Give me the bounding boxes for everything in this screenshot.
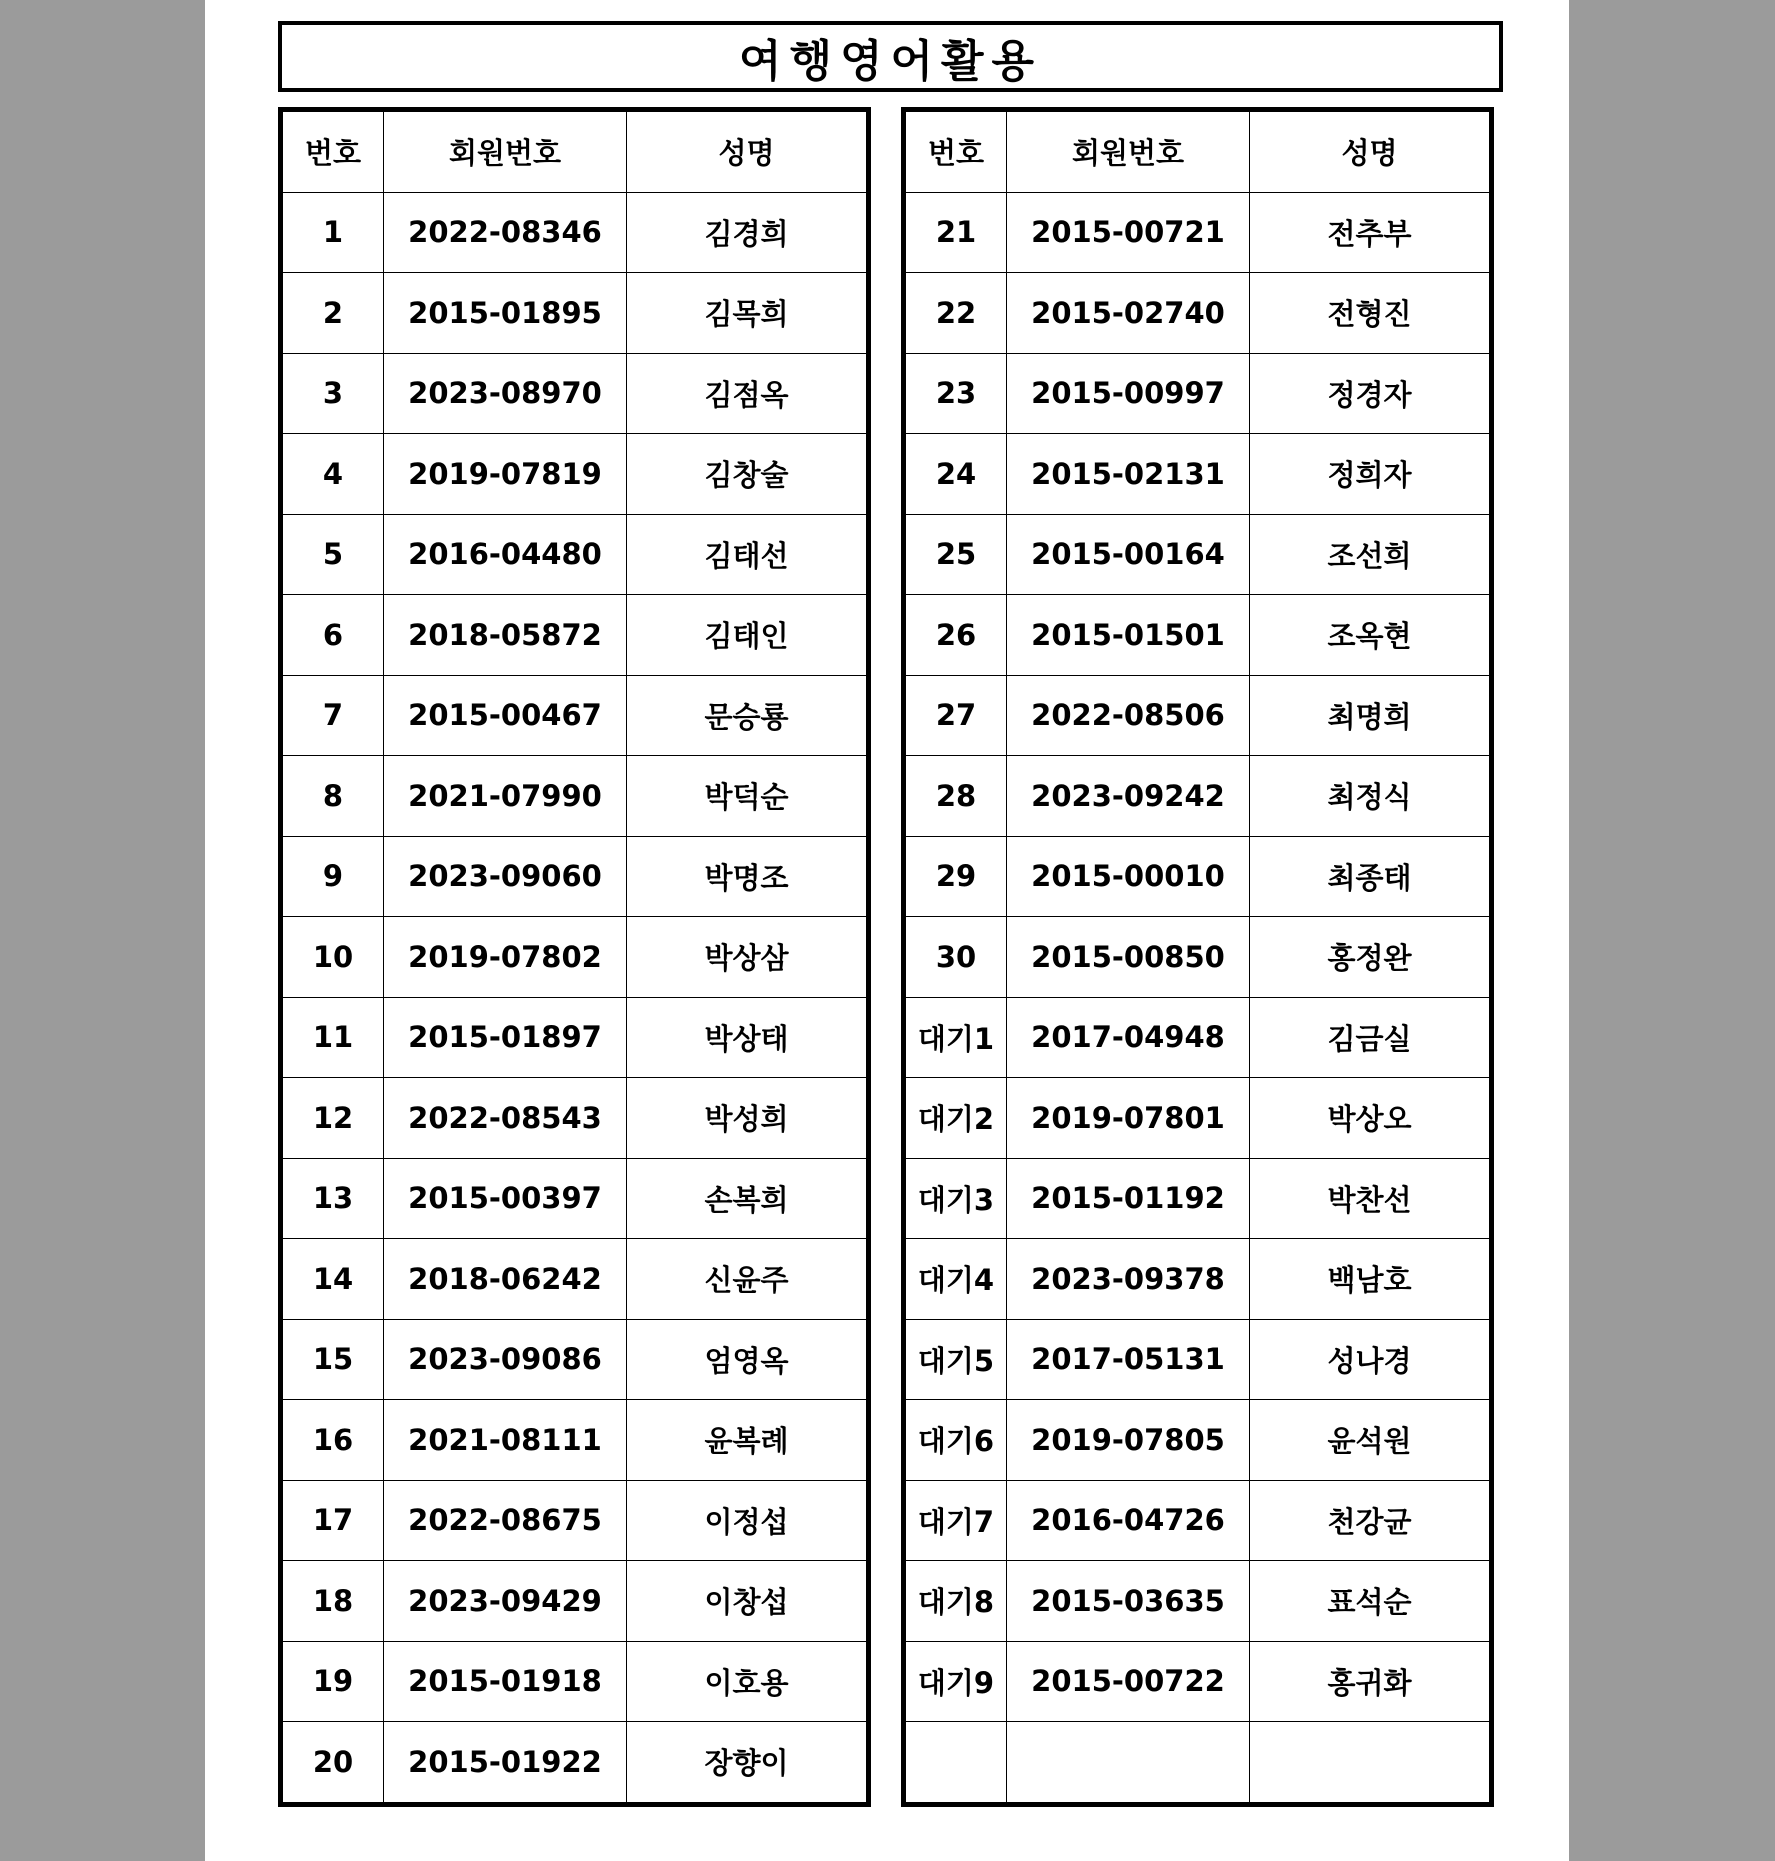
header-number: 번호 bbox=[281, 110, 384, 193]
row-number-cell: 29 bbox=[904, 836, 1007, 917]
table-row bbox=[904, 1239, 1492, 1320]
table-row bbox=[281, 514, 869, 595]
table-row bbox=[281, 675, 869, 756]
row-number-cell: 27 bbox=[904, 675, 1007, 756]
member-id-cell: 2022-08346 bbox=[384, 192, 627, 273]
member-name-cell: 엄영옥 bbox=[627, 1319, 869, 1400]
member-name-cell: 김점옥 bbox=[627, 353, 869, 434]
member-name-cell: 전형진 bbox=[1250, 273, 1492, 354]
table-row bbox=[904, 1480, 1492, 1561]
member-name-cell bbox=[1250, 1722, 1492, 1805]
member-name-cell: 최정식 bbox=[1250, 756, 1492, 837]
member-id-cell: 2023-09242 bbox=[1007, 756, 1250, 837]
row-number-cell: 대기3 bbox=[904, 1158, 1007, 1239]
row-number-cell: 6 bbox=[281, 595, 384, 676]
member-name-cell: 김목희 bbox=[627, 273, 869, 354]
table-row bbox=[904, 353, 1492, 434]
header-name: 성명 bbox=[1250, 110, 1492, 193]
member-name-cell: 손복희 bbox=[627, 1158, 869, 1239]
table-row bbox=[281, 1480, 869, 1561]
member-id-cell: 2015-01918 bbox=[384, 1641, 627, 1722]
roster-table-right bbox=[901, 107, 1494, 1807]
document-title: 여행영어활용 bbox=[278, 21, 1503, 92]
member-id-cell: 2015-00164 bbox=[1007, 514, 1250, 595]
table-row bbox=[904, 675, 1492, 756]
row-number-cell: 11 bbox=[281, 997, 384, 1078]
row-number-cell: 28 bbox=[904, 756, 1007, 837]
member-id-cell: 2015-02131 bbox=[1007, 434, 1250, 515]
table-row bbox=[904, 756, 1492, 837]
table-row bbox=[904, 1641, 1492, 1722]
table-row bbox=[281, 1400, 869, 1481]
member-name-cell: 김창술 bbox=[627, 434, 869, 515]
table-row bbox=[281, 1641, 869, 1722]
document-page bbox=[205, 0, 1569, 1861]
member-id-cell: 2021-08111 bbox=[384, 1400, 627, 1481]
row-number-cell: 22 bbox=[904, 273, 1007, 354]
member-name-cell: 문승룡 bbox=[627, 675, 869, 756]
row-number-cell: 14 bbox=[281, 1239, 384, 1320]
member-name-cell: 이창섭 bbox=[627, 1561, 869, 1642]
member-name-cell: 최명희 bbox=[1250, 675, 1492, 756]
table-row bbox=[904, 273, 1492, 354]
member-id-cell: 2019-07805 bbox=[1007, 1400, 1250, 1481]
member-name-cell: 신윤주 bbox=[627, 1239, 869, 1320]
row-number-cell: 대기4 bbox=[904, 1239, 1007, 1320]
member-id-cell: 2018-06242 bbox=[384, 1239, 627, 1320]
table-row bbox=[904, 917, 1492, 998]
row-number-cell: 30 bbox=[904, 917, 1007, 998]
table-row bbox=[281, 353, 869, 434]
member-name-cell: 조선희 bbox=[1250, 514, 1492, 595]
member-id-cell: 2022-08506 bbox=[1007, 675, 1250, 756]
member-id-cell: 2015-01192 bbox=[1007, 1158, 1250, 1239]
member-name-cell: 윤복례 bbox=[627, 1400, 869, 1481]
table-row bbox=[904, 1319, 1492, 1400]
table-row bbox=[904, 434, 1492, 515]
header-name: 성명 bbox=[627, 110, 869, 193]
table-row bbox=[281, 273, 869, 354]
table-row bbox=[281, 917, 869, 998]
member-id-cell: 2018-05872 bbox=[384, 595, 627, 676]
member-name-cell: 이호용 bbox=[627, 1641, 869, 1722]
member-name-cell: 박상오 bbox=[1250, 1078, 1492, 1159]
roster-table-left bbox=[278, 107, 871, 1807]
table-row bbox=[904, 1078, 1492, 1159]
row-number-cell: 대기1 bbox=[904, 997, 1007, 1078]
member-name-cell: 박찬선 bbox=[1250, 1158, 1492, 1239]
member-name-cell: 박덕순 bbox=[627, 756, 869, 837]
member-id-cell: 2015-00997 bbox=[1007, 353, 1250, 434]
member-name-cell: 이정섭 bbox=[627, 1480, 869, 1561]
member-name-cell: 김태선 bbox=[627, 514, 869, 595]
row-number-cell: 13 bbox=[281, 1158, 384, 1239]
member-name-cell: 정경자 bbox=[1250, 353, 1492, 434]
member-name-cell: 장향이 bbox=[627, 1722, 869, 1805]
member-name-cell: 김경희 bbox=[627, 192, 869, 273]
row-number-cell: 대기9 bbox=[904, 1641, 1007, 1722]
member-id-cell: 2015-01897 bbox=[384, 997, 627, 1078]
header-number: 번호 bbox=[904, 110, 1007, 193]
member-name-cell: 박상태 bbox=[627, 997, 869, 1078]
row-number-cell: 15 bbox=[281, 1319, 384, 1400]
row-number-cell: 2 bbox=[281, 273, 384, 354]
member-id-cell: 2023-08970 bbox=[384, 353, 627, 434]
table-row bbox=[904, 1158, 1492, 1239]
row-number-cell: 16 bbox=[281, 1400, 384, 1481]
table-row bbox=[904, 595, 1492, 676]
row-number-cell bbox=[904, 1722, 1007, 1805]
row-number-cell: 대기5 bbox=[904, 1319, 1007, 1400]
table-row bbox=[904, 514, 1492, 595]
table-row bbox=[281, 836, 869, 917]
row-number-cell: 26 bbox=[904, 595, 1007, 676]
member-id-cell: 2017-05131 bbox=[1007, 1319, 1250, 1400]
row-number-cell: 8 bbox=[281, 756, 384, 837]
member-name-cell: 김금실 bbox=[1250, 997, 1492, 1078]
row-number-cell: 20 bbox=[281, 1722, 384, 1805]
member-name-cell: 표석순 bbox=[1250, 1561, 1492, 1642]
member-name-cell: 홍정완 bbox=[1250, 917, 1492, 998]
member-id-cell: 2015-01501 bbox=[1007, 595, 1250, 676]
member-id-cell: 2015-03635 bbox=[1007, 1561, 1250, 1642]
member-id-cell: 2015-02740 bbox=[1007, 273, 1250, 354]
table-row bbox=[904, 192, 1492, 273]
table-row bbox=[281, 1158, 869, 1239]
member-id-cell: 2015-01922 bbox=[384, 1722, 627, 1805]
row-number-cell: 대기8 bbox=[904, 1561, 1007, 1642]
member-id-cell: 2015-00850 bbox=[1007, 917, 1250, 998]
table-row bbox=[281, 1239, 869, 1320]
table-row bbox=[904, 836, 1492, 917]
member-id-cell: 2019-07802 bbox=[384, 917, 627, 998]
row-number-cell: 1 bbox=[281, 192, 384, 273]
table-row bbox=[281, 192, 869, 273]
header-member-id: 회원번호 bbox=[384, 110, 627, 193]
member-name-cell: 천강균 bbox=[1250, 1480, 1492, 1561]
member-id-cell: 2021-07990 bbox=[384, 756, 627, 837]
table-row bbox=[281, 434, 869, 515]
member-id-cell: 2022-08543 bbox=[384, 1078, 627, 1159]
row-number-cell: 17 bbox=[281, 1480, 384, 1561]
table-row bbox=[904, 1561, 1492, 1642]
table-row bbox=[904, 1400, 1492, 1481]
table-row bbox=[281, 997, 869, 1078]
row-number-cell: 대기7 bbox=[904, 1480, 1007, 1561]
table-header-row bbox=[281, 110, 869, 193]
member-id-cell: 2023-09086 bbox=[384, 1319, 627, 1400]
row-number-cell: 3 bbox=[281, 353, 384, 434]
member-id-cell: 2015-00397 bbox=[384, 1158, 627, 1239]
row-number-cell: 25 bbox=[904, 514, 1007, 595]
row-number-cell: 대기6 bbox=[904, 1400, 1007, 1481]
member-name-cell: 윤석원 bbox=[1250, 1400, 1492, 1481]
member-name-cell: 성나경 bbox=[1250, 1319, 1492, 1400]
row-number-cell: 12 bbox=[281, 1078, 384, 1159]
table-row bbox=[281, 1319, 869, 1400]
table-row bbox=[904, 1722, 1492, 1805]
member-id-cell: 2015-00467 bbox=[384, 675, 627, 756]
member-id-cell: 2016-04726 bbox=[1007, 1480, 1250, 1561]
member-name-cell: 조옥현 bbox=[1250, 595, 1492, 676]
row-number-cell: 19 bbox=[281, 1641, 384, 1722]
roster-body-right bbox=[904, 192, 1492, 1804]
member-name-cell: 김태인 bbox=[627, 595, 869, 676]
member-id-cell: 2023-09378 bbox=[1007, 1239, 1250, 1320]
row-number-cell: 18 bbox=[281, 1561, 384, 1642]
table-row bbox=[281, 1078, 869, 1159]
member-name-cell: 정희자 bbox=[1250, 434, 1492, 515]
member-id-cell: 2023-09060 bbox=[384, 836, 627, 917]
row-number-cell: 10 bbox=[281, 917, 384, 998]
row-number-cell: 대기2 bbox=[904, 1078, 1007, 1159]
member-name-cell: 박성희 bbox=[627, 1078, 869, 1159]
member-name-cell: 전추부 bbox=[1250, 192, 1492, 273]
table-row bbox=[281, 595, 869, 676]
member-id-cell: 2023-09429 bbox=[384, 1561, 627, 1642]
row-number-cell: 24 bbox=[904, 434, 1007, 515]
member-id-cell: 2015-00010 bbox=[1007, 836, 1250, 917]
table-row bbox=[281, 756, 869, 837]
member-name-cell: 박명조 bbox=[627, 836, 869, 917]
member-id-cell: 2015-00722 bbox=[1007, 1641, 1250, 1722]
member-name-cell: 최종태 bbox=[1250, 836, 1492, 917]
row-number-cell: 5 bbox=[281, 514, 384, 595]
member-name-cell: 홍귀화 bbox=[1250, 1641, 1492, 1722]
table-header-row bbox=[904, 110, 1492, 193]
member-id-cell: 2017-04948 bbox=[1007, 997, 1250, 1078]
row-number-cell: 7 bbox=[281, 675, 384, 756]
header-member-id: 회원번호 bbox=[1007, 110, 1250, 193]
member-id-cell: 2015-00721 bbox=[1007, 192, 1250, 273]
row-number-cell: 9 bbox=[281, 836, 384, 917]
table-row bbox=[281, 1722, 869, 1805]
row-number-cell: 4 bbox=[281, 434, 384, 515]
member-id-cell: 2019-07819 bbox=[384, 434, 627, 515]
member-id-cell: 2015-01895 bbox=[384, 273, 627, 354]
roster-body-left bbox=[281, 192, 869, 1804]
table-row bbox=[281, 1561, 869, 1642]
member-id-cell bbox=[1007, 1722, 1250, 1805]
table-row bbox=[904, 997, 1492, 1078]
row-number-cell: 23 bbox=[904, 353, 1007, 434]
row-number-cell: 21 bbox=[904, 192, 1007, 273]
member-name-cell: 백남호 bbox=[1250, 1239, 1492, 1320]
member-id-cell: 2019-07801 bbox=[1007, 1078, 1250, 1159]
member-id-cell: 2022-08675 bbox=[384, 1480, 627, 1561]
member-id-cell: 2016-04480 bbox=[384, 514, 627, 595]
member-name-cell: 박상삼 bbox=[627, 917, 869, 998]
